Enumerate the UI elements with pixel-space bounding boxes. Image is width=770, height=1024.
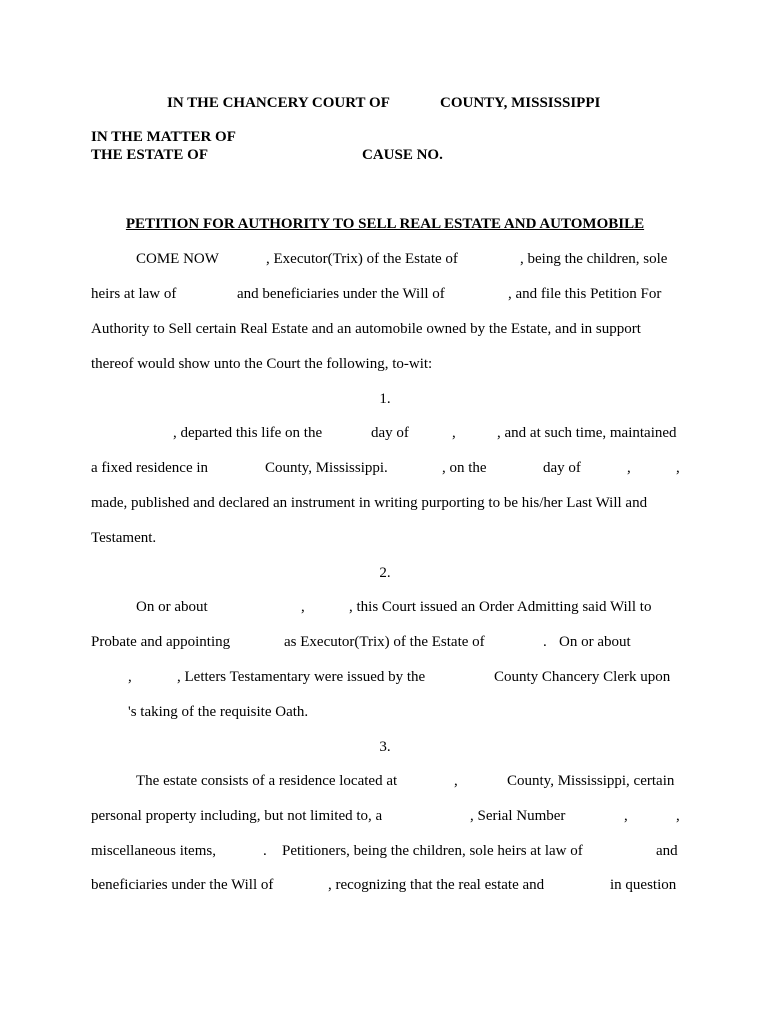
section1-text: , and at such time, maintained (497, 425, 677, 441)
section2-text: Probate and appointing (91, 634, 231, 650)
matter-line-2: THE ESTATE OF (91, 147, 208, 163)
section2-text: 's taking of the requisite Oath. (128, 704, 309, 720)
intro-text: Authority to Sell certain Real Estate and an automobile owned by the Estate, and in support (91, 321, 641, 337)
section3-text: personal property including, but not limited to, a (91, 808, 383, 824)
intro-text: , being the children, sole (520, 251, 668, 267)
section3-text: The estate consists of a residence located at (136, 773, 398, 789)
section3-text: miscellaneous items, (91, 843, 216, 859)
section2-text: On or about (559, 634, 631, 650)
section1-text: , departed this life on the (173, 425, 323, 441)
section3-text: , (454, 773, 458, 789)
section-number: 1. (379, 391, 391, 407)
section3-text: in question (610, 877, 677, 893)
section1-text: a fixed residence in (91, 460, 209, 476)
intro-text: heirs at law of (91, 286, 177, 302)
matter-line-1: IN THE MATTER OF (91, 129, 236, 145)
section2-text: , Letters Testamentary were issued by the (177, 669, 426, 685)
intro-text: thereof would show unto the Court the following, to-wit: (91, 356, 433, 372)
section1-text: made, published and declared an instrument in writing purporting to be his/her Last Will and (91, 495, 648, 511)
section3-text: beneficiaries under the Will of (91, 877, 274, 893)
section1-text: day of (543, 460, 581, 476)
intro-text: , Executor(Trix) of the Estate of (266, 251, 458, 267)
section1-text: Testament. (91, 530, 157, 546)
section3-text: , (624, 808, 628, 824)
intro-text: and beneficiaries under the Will of (237, 286, 445, 302)
intro-text: , and file this Petition For (508, 286, 662, 302)
section1-text: , (676, 460, 680, 476)
section-number: 2. (379, 565, 391, 581)
section2-text: , (128, 669, 132, 685)
court-caption-right: COUNTY, MISSISSIPPI (440, 95, 601, 111)
section3-text: County, Mississippi, certain (507, 773, 675, 789)
section2-text: , this Court issued an Order Admitting said Will to (349, 599, 652, 615)
section3-text: . (263, 843, 267, 859)
section1-text: , (452, 425, 456, 441)
section2-text: On or about (136, 599, 208, 615)
section2-text: as Executor(Trix) of the Estate of (284, 634, 485, 650)
section2-text: , (301, 599, 305, 615)
section-number: 3. (379, 739, 391, 755)
section2-text: County Chancery Clerk upon (494, 669, 671, 685)
section1-text: day of (371, 425, 409, 441)
section3-text: Petitioners, being the children, sole heirs at law of (282, 843, 583, 859)
section3-text: and (656, 843, 678, 859)
section3-text: , recognizing that the real estate and (328, 877, 545, 893)
section1-text: County, Mississippi. (265, 460, 388, 476)
section2-text: . (543, 634, 547, 650)
cause-number-label: CAUSE NO. (362, 147, 443, 163)
section1-text: , (627, 460, 631, 476)
court-caption-left: IN THE CHANCERY COURT OF (167, 95, 390, 111)
section1-text: , on the (442, 460, 487, 476)
section3-text: , (676, 808, 680, 824)
intro-text: COME NOW (136, 251, 219, 267)
document-title: PETITION FOR AUTHORITY TO SELL REAL ESTATE AND AUTOMOBILE (125, 216, 645, 232)
section3-text: , Serial Number (470, 808, 566, 824)
